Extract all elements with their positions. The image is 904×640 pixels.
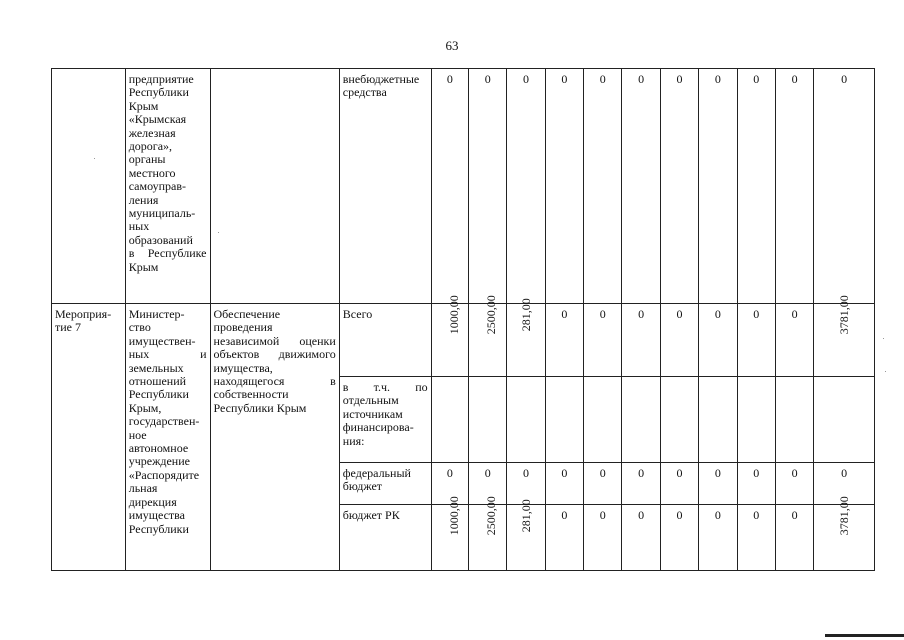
value-cell: 0 xyxy=(507,69,545,304)
value-cell xyxy=(814,295,875,377)
value-cell xyxy=(775,377,813,463)
value-cell xyxy=(737,377,775,463)
value-cell xyxy=(699,377,737,463)
scan-edge-mark xyxy=(825,634,904,637)
executor-line: железная xyxy=(128,125,176,140)
value-cell xyxy=(507,499,545,571)
value-cell xyxy=(545,377,583,463)
value-cell: 0 xyxy=(622,304,660,377)
value-cell: 0 xyxy=(737,69,775,304)
executor-line: Крым xyxy=(128,259,159,274)
value-cell xyxy=(431,377,468,463)
value-cell xyxy=(584,377,622,463)
executor-line: учреждение xyxy=(128,454,190,469)
executor-line: ления xyxy=(128,192,159,207)
value-cell: 0 xyxy=(699,505,737,571)
value-cell: 0 xyxy=(584,304,622,377)
value-cell: 0 xyxy=(584,463,622,505)
executor-line: органы xyxy=(128,152,166,167)
description-cell: Обеспечение проведения независимой оценки объектов движимого имущества, находящегося в собственности Республики Крым xyxy=(210,304,339,571)
executor-line: дорога», xyxy=(128,139,173,154)
value-cell: 0 xyxy=(699,69,737,304)
page-number: 63 xyxy=(445,38,459,53)
table-row xyxy=(52,304,875,377)
source-cell: в т.ч. по отдельным источникам финансирова-ния: xyxy=(339,377,431,463)
executor-line: самоуправ- xyxy=(128,179,187,194)
value-text: 2500,00 xyxy=(483,496,498,536)
scan-speck xyxy=(885,371,886,372)
executor-line: в Республике xyxy=(128,246,207,261)
source-cell: бюджет РК xyxy=(339,505,431,571)
scan-speck xyxy=(883,338,884,339)
executor-line: отношений xyxy=(128,374,187,389)
scan-speck xyxy=(218,232,219,233)
value-cell xyxy=(469,295,507,377)
scan-speck xyxy=(94,158,95,159)
executor-line: земельных xyxy=(128,360,184,375)
value-cell xyxy=(431,496,468,571)
value-cell xyxy=(814,496,875,571)
executor-line: дирекция xyxy=(128,494,177,509)
executor-line: льная xyxy=(128,481,158,496)
value-text: 1000,00 xyxy=(446,295,461,335)
value-cell: 0 xyxy=(737,463,775,505)
executor-line: автономное xyxy=(128,441,189,456)
value-cell: 0 xyxy=(660,505,698,571)
value-cell: 0 xyxy=(545,505,583,571)
executor-line: «Распорядите xyxy=(128,467,200,482)
value-cell: 0 xyxy=(699,304,737,377)
value-cell: 0 xyxy=(622,69,660,304)
executor-line: ное xyxy=(128,427,147,442)
executor-line: ство xyxy=(128,320,151,335)
value-cell xyxy=(431,295,468,377)
value-text: 2500,00 xyxy=(483,295,498,335)
executor-line: Республики xyxy=(128,521,189,536)
value-cell: 0 xyxy=(622,463,660,505)
event-cell xyxy=(52,69,126,304)
value-text: 1000,00 xyxy=(446,496,461,536)
executor-cell xyxy=(125,304,210,571)
executor-line: Министер- xyxy=(128,307,185,321)
executor-line: муниципаль- xyxy=(128,206,196,221)
executor-line: ных xyxy=(128,219,150,234)
value-cell: 0 xyxy=(737,505,775,571)
value-cell: 0 xyxy=(699,463,737,505)
event-cell: Мероприя-тие 7 xyxy=(52,304,126,571)
value-cell: 0 xyxy=(737,304,775,377)
executor-cell xyxy=(125,69,210,304)
budget-table xyxy=(51,68,875,571)
value-cell xyxy=(660,377,698,463)
value-cell: 0 xyxy=(775,463,813,505)
value-cell: 0 xyxy=(545,304,583,377)
value-text: 281,00 xyxy=(519,499,534,533)
executor-line: имуществен- xyxy=(128,333,196,348)
executor-line: «Крымская xyxy=(128,112,187,127)
value-cell: 0 xyxy=(814,69,875,304)
value-cell: 0 xyxy=(775,69,813,304)
value-cell: 0 xyxy=(584,505,622,571)
value-cell xyxy=(622,377,660,463)
description-cell xyxy=(210,69,339,304)
value-cell: 0 xyxy=(431,463,468,505)
value-text: 3781,00 xyxy=(836,295,851,335)
executor-line: предприятие xyxy=(128,72,194,86)
source-cell: федеральный бюджет xyxy=(339,463,431,505)
value-text: 281,00 xyxy=(519,298,534,332)
source-cell: Всего xyxy=(339,304,431,377)
executor-line: образований xyxy=(128,232,193,247)
executor-line: имущества xyxy=(128,508,185,523)
source-cell: внебюджетные средства xyxy=(339,69,431,304)
value-cell: 0 xyxy=(775,304,813,377)
executor-line: Республики xyxy=(128,85,189,100)
value-cell: 0 xyxy=(622,505,660,571)
value-cell: 0 xyxy=(584,69,622,304)
value-cell xyxy=(507,377,545,463)
executor-line: местного xyxy=(128,165,176,180)
executor-line: Крым, xyxy=(128,400,162,415)
value-text: 3781,00 xyxy=(836,496,851,536)
value-cell: 0 xyxy=(545,69,583,304)
value-cell: 0 xyxy=(660,463,698,505)
executor-line: Республики xyxy=(128,387,189,402)
table-row xyxy=(52,69,875,304)
value-cell: 0 xyxy=(775,505,813,571)
executor-line: ных и xyxy=(128,347,207,362)
value-cell xyxy=(469,377,507,463)
value-cell: 0 xyxy=(431,69,468,304)
executor-line: государствен- xyxy=(128,414,200,429)
value-cell xyxy=(507,298,545,377)
value-cell xyxy=(469,496,507,571)
value-cell: 0 xyxy=(660,304,698,377)
executor-line: Крым xyxy=(128,98,159,113)
value-cell: 0 xyxy=(507,463,545,505)
value-cell: 0 xyxy=(545,463,583,505)
value-cell xyxy=(814,377,875,463)
value-cell: 0 xyxy=(469,463,507,505)
value-cell: 0 xyxy=(469,69,507,304)
value-cell: 0 xyxy=(660,69,698,304)
value-cell: 0 xyxy=(814,463,875,505)
